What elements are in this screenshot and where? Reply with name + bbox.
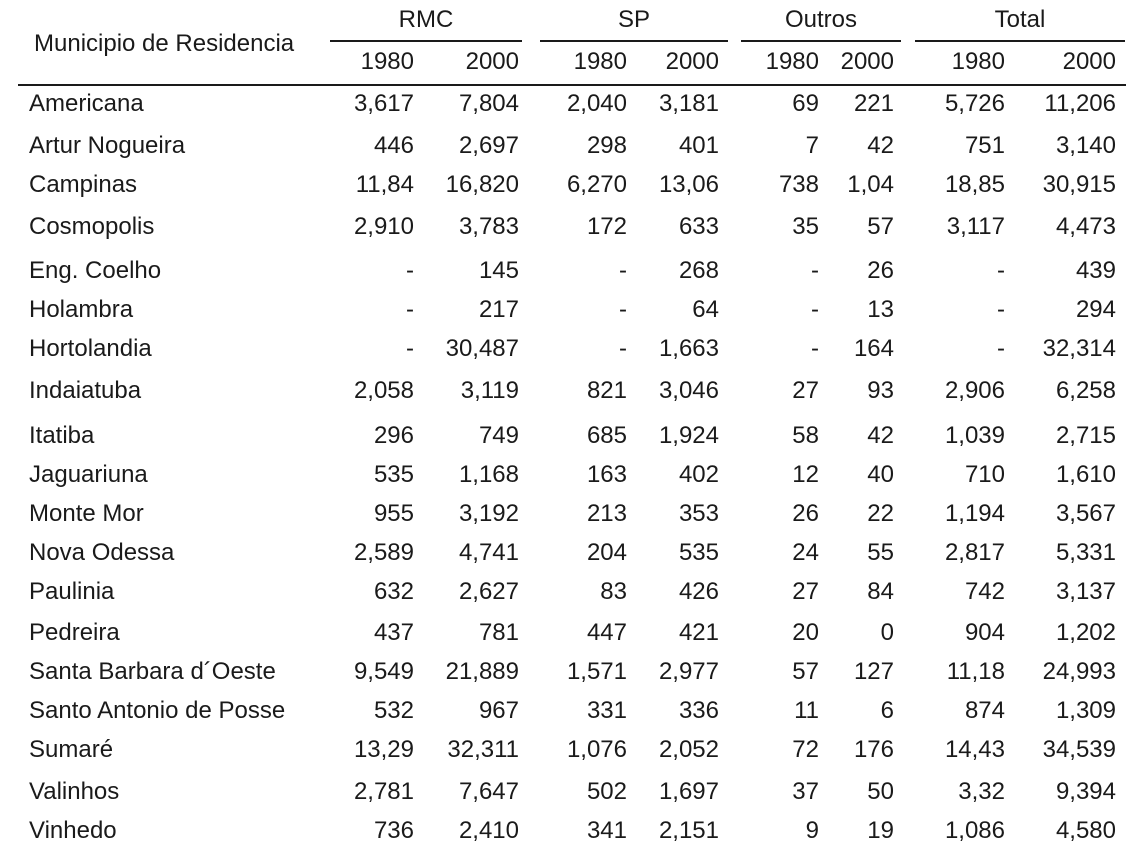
value-sp-2000: 1,697	[658, 778, 719, 805]
value-sp-2000: 633	[678, 213, 719, 240]
value-outros-2000: 164	[853, 335, 894, 362]
value-sp-1980: 2,040	[566, 90, 627, 117]
value-total-2000: 3,137	[1055, 578, 1116, 605]
value-rmc-1980: 2,058	[353, 377, 414, 404]
value-total-2000: 3,567	[1055, 500, 1116, 527]
value-rmc-1980: 11,84	[355, 171, 414, 198]
value-total-2000: 1,309	[1055, 697, 1116, 724]
municipality-name: Americana	[29, 90, 144, 117]
value-rmc-1980: 437	[373, 619, 414, 646]
value-sp-1980: 685	[586, 422, 627, 449]
value-total-1980: 751	[964, 132, 1005, 159]
value-rmc-2000: 2,697	[458, 132, 519, 159]
group-rule-sp	[540, 40, 728, 42]
value-outros-1980: -	[811, 296, 819, 323]
value-total-1980: -	[997, 257, 1005, 284]
municipality-name: Artur Nogueira	[29, 132, 186, 159]
value-outros-2000: 55	[867, 539, 894, 566]
value-rmc-2000: 7,647	[458, 778, 519, 805]
value-rmc-2000: 2,410	[458, 817, 519, 844]
value-sp-2000: 402	[678, 461, 719, 488]
value-rmc-1980: 535	[373, 461, 414, 488]
municipality-name: Eng. Coelho	[29, 257, 162, 284]
municipality-name: Hortolandia	[29, 335, 152, 362]
value-total-1980: -	[997, 296, 1005, 323]
value-total-2000: 5,331	[1055, 539, 1116, 566]
value-outros-2000: 1,04	[847, 171, 894, 198]
value-outros-2000: 176	[853, 736, 894, 763]
municipality-name: Sumaré	[29, 736, 114, 763]
value-rmc-1980: 3,617	[353, 90, 414, 117]
value-total-2000: 294	[1075, 296, 1116, 323]
value-outros-1980: 72	[792, 736, 819, 763]
value-sp-2000: 353	[678, 500, 719, 527]
value-outros-1980: 35	[792, 213, 819, 240]
table-row	[0, 171, 1142, 199]
value-sp-1980: 341	[586, 817, 627, 844]
value-rmc-2000: 3,783	[458, 213, 519, 240]
value-sp-2000: 336	[678, 697, 719, 724]
value-outros-2000: 40	[867, 461, 894, 488]
value-rmc-1980: 955	[373, 500, 414, 527]
value-outros-1980: -	[811, 335, 819, 362]
value-rmc-1980: -	[406, 335, 414, 362]
year-header: 2000	[1062, 48, 1116, 75]
value-sp-1980: -	[619, 296, 627, 323]
value-outros-1980: 27	[792, 377, 819, 404]
value-rmc-1980: -	[406, 296, 414, 323]
value-outros-1980: 7	[805, 132, 819, 159]
value-sp-1980: 1,076	[566, 736, 627, 763]
municipality-name: Indaiatuba	[29, 377, 142, 404]
table-row	[0, 539, 1142, 567]
value-sp-2000: 3,046	[658, 377, 719, 404]
value-total-1980: 1,039	[944, 422, 1005, 449]
value-sp-2000: 401	[678, 132, 719, 159]
table-row	[0, 296, 1142, 324]
value-outros-1980: 37	[792, 778, 819, 805]
year-header: 1980	[951, 48, 1005, 75]
value-outros-1980: 26	[792, 500, 819, 527]
table-row	[0, 658, 1142, 686]
value-outros-2000: 221	[853, 90, 894, 117]
municipality-name: Pedreira	[29, 619, 120, 646]
value-outros-2000: 13	[867, 296, 894, 323]
table-row	[0, 619, 1142, 647]
value-rmc-2000: 30,487	[445, 335, 519, 362]
year-header: 1980	[765, 48, 819, 75]
group-rule-outros	[741, 40, 901, 42]
value-rmc-1980: 446	[373, 132, 414, 159]
value-sp-1980: 6,270	[566, 171, 627, 198]
value-total-1980: 3,117	[946, 213, 1005, 240]
year-header: 1980	[573, 48, 627, 75]
group-header-rmc: RMC	[398, 6, 454, 33]
group-header-outros: Outros	[784, 6, 858, 33]
value-outros-1980: 27	[792, 578, 819, 605]
value-outros-2000: 127	[853, 658, 894, 685]
value-rmc-2000: 32,311	[447, 736, 519, 763]
value-total-2000: 3,140	[1055, 132, 1116, 159]
value-sp-1980: 83	[600, 578, 627, 605]
value-rmc-2000: 16,820	[445, 171, 519, 198]
value-outros-2000: 57	[867, 213, 894, 240]
value-outros-2000: 93	[867, 377, 894, 404]
value-total-1980: 1,086	[944, 817, 1005, 844]
table-row	[0, 335, 1142, 363]
value-outros-1980: 20	[792, 619, 819, 646]
value-rmc-2000: 4,741	[458, 539, 519, 566]
value-rmc-1980: 2,910	[353, 213, 414, 240]
value-sp-2000: 2,052	[658, 736, 719, 763]
value-sp-2000: 1,924	[658, 422, 719, 449]
value-sp-2000: 268	[678, 257, 719, 284]
year-header: 1980	[360, 48, 414, 75]
value-rmc-1980: 9,549	[353, 658, 414, 685]
table-row	[0, 578, 1142, 606]
value-sp-2000: 13,06	[658, 171, 719, 198]
value-total-1980: 742	[964, 578, 1005, 605]
value-outros-1980: 69	[792, 90, 819, 117]
value-sp-2000: 1,663	[658, 335, 719, 362]
value-total-2000: 1,202	[1055, 619, 1116, 646]
value-outros-1980: 58	[792, 422, 819, 449]
value-total-1980: 904	[964, 619, 1005, 646]
value-total-1980: 2,817	[944, 539, 1005, 566]
group-rule-total	[915, 40, 1125, 42]
value-outros-2000: 0	[880, 619, 894, 646]
value-outros-1980: -	[811, 257, 819, 284]
value-rmc-1980: 13,29	[353, 736, 414, 763]
group-header-total: Total	[994, 6, 1046, 33]
value-total-2000: 4,473	[1055, 213, 1116, 240]
value-sp-2000: 2,151	[658, 817, 719, 844]
value-sp-2000: 535	[678, 539, 719, 566]
value-sp-2000: 64	[692, 296, 719, 323]
table-row	[0, 90, 1142, 118]
value-sp-1980: 298	[586, 132, 627, 159]
year-header: 2000	[465, 48, 519, 75]
value-total-1980: 5,726	[944, 90, 1005, 117]
value-rmc-2000: 21,889	[445, 658, 519, 685]
value-sp-1980: 1,571	[566, 658, 627, 685]
table-row	[0, 377, 1142, 405]
value-total-1980: 874	[964, 697, 1005, 724]
table-row	[0, 736, 1142, 764]
value-total-1980: 3,32	[958, 778, 1005, 805]
year-header: 2000	[665, 48, 719, 75]
value-outros-2000: 22	[867, 500, 894, 527]
value-outros-1980: 12	[792, 461, 819, 488]
value-total-2000: 11,206	[1044, 90, 1116, 117]
value-total-2000: 6,258	[1055, 377, 1116, 404]
value-rmc-2000: 781	[478, 619, 519, 646]
value-total-1980: 2,906	[944, 377, 1005, 404]
value-outros-1980: 57	[792, 658, 819, 685]
value-sp-2000: 426	[678, 578, 719, 605]
value-sp-2000: 421	[678, 619, 719, 646]
value-total-2000: 9,394	[1055, 778, 1116, 805]
value-total-2000: 1,610	[1055, 461, 1116, 488]
value-rmc-1980: 2,589	[353, 539, 414, 566]
value-rmc-2000: 3,119	[460, 377, 519, 404]
table-row	[0, 213, 1142, 241]
value-total-1980: 11,18	[946, 658, 1005, 685]
municipality-name: Cosmopolis	[29, 213, 155, 240]
year-header: 2000	[840, 48, 894, 75]
value-sp-1980: 331	[586, 697, 627, 724]
value-rmc-1980: 532	[373, 697, 414, 724]
value-total-2000: 24,993	[1042, 658, 1116, 685]
value-total-1980: 710	[964, 461, 1005, 488]
value-total-2000: 439	[1075, 257, 1116, 284]
value-outros-2000: 50	[867, 778, 894, 805]
municipality-name: Campinas	[29, 171, 138, 198]
municipality-name: Itatiba	[29, 422, 95, 449]
table-row	[0, 422, 1142, 450]
value-rmc-2000: 3,192	[458, 500, 519, 527]
value-rmc-1980: 296	[373, 422, 414, 449]
value-total-2000: 4,580	[1055, 817, 1116, 844]
value-total-1980: 1,194	[944, 500, 1005, 527]
table-row	[0, 697, 1142, 725]
value-sp-1980: 502	[586, 778, 627, 805]
group-rule-rmc	[330, 40, 522, 42]
value-total-1980: -	[997, 335, 1005, 362]
value-outros-2000: 42	[867, 132, 894, 159]
value-outros-2000: 6	[880, 697, 894, 724]
value-outros-1980: 24	[792, 539, 819, 566]
value-sp-1980: 204	[586, 539, 627, 566]
municipality-name: Nova Odessa	[29, 539, 175, 566]
value-sp-1980: 821	[586, 377, 627, 404]
value-rmc-1980: 736	[373, 817, 414, 844]
value-outros-1980: 11	[794, 697, 819, 724]
table-row	[0, 500, 1142, 528]
value-rmc-2000: 967	[478, 697, 519, 724]
value-rmc-1980: 2,781	[353, 778, 414, 805]
value-sp-2000: 2,977	[658, 658, 719, 685]
value-total-1980: 14,43	[944, 736, 1005, 763]
value-rmc-2000: 217	[478, 296, 519, 323]
value-sp-1980: 172	[586, 213, 627, 240]
value-outros-2000: 42	[867, 422, 894, 449]
group-header-sp: SP	[617, 6, 650, 33]
value-total-2000: 34,539	[1042, 736, 1116, 763]
value-rmc-1980: -	[406, 257, 414, 284]
value-rmc-2000: 2,627	[458, 578, 519, 605]
table-row	[0, 778, 1142, 806]
value-rmc-2000: 7,804	[458, 90, 519, 117]
value-sp-2000: 3,181	[658, 90, 719, 117]
value-outros-2000: 26	[867, 257, 894, 284]
municipality-name: Vinhedo	[29, 817, 117, 844]
value-sp-1980: -	[619, 257, 627, 284]
value-rmc-2000: 145	[478, 257, 519, 284]
municipality-name: Monte Mor	[29, 500, 144, 527]
value-total-2000: 32,314	[1042, 335, 1116, 362]
value-sp-1980: 163	[586, 461, 627, 488]
table-row	[0, 461, 1142, 489]
municipality-name: Holambra	[29, 296, 134, 323]
table-row	[0, 817, 1142, 845]
municipality-name: Valinhos	[29, 778, 120, 805]
value-outros-2000: 19	[867, 817, 894, 844]
municipality-name: Paulinia	[29, 578, 115, 605]
value-total-1980: 18,85	[944, 171, 1005, 198]
table-row	[0, 257, 1142, 285]
value-sp-1980: -	[619, 335, 627, 362]
value-sp-1980: 213	[586, 500, 627, 527]
value-rmc-2000: 1,168	[458, 461, 519, 488]
value-total-2000: 2,715	[1055, 422, 1116, 449]
value-rmc-2000: 749	[478, 422, 519, 449]
municipality-name: Santo Antonio de Posse	[29, 697, 286, 724]
municipality-name: Jaguariuna	[29, 461, 148, 488]
value-rmc-1980: 632	[373, 578, 414, 605]
value-outros-1980: 738	[778, 171, 819, 198]
municipality-name: Santa Barbara d´Oeste	[29, 658, 276, 685]
table-row	[0, 132, 1142, 160]
value-total-2000: 30,915	[1042, 171, 1116, 198]
value-outros-1980: 9	[805, 817, 819, 844]
header-rule	[18, 84, 1126, 86]
value-sp-1980: 447	[586, 619, 627, 646]
row-header-label: Municipio de Residencia	[34, 30, 295, 57]
value-outros-2000: 84	[867, 578, 894, 605]
